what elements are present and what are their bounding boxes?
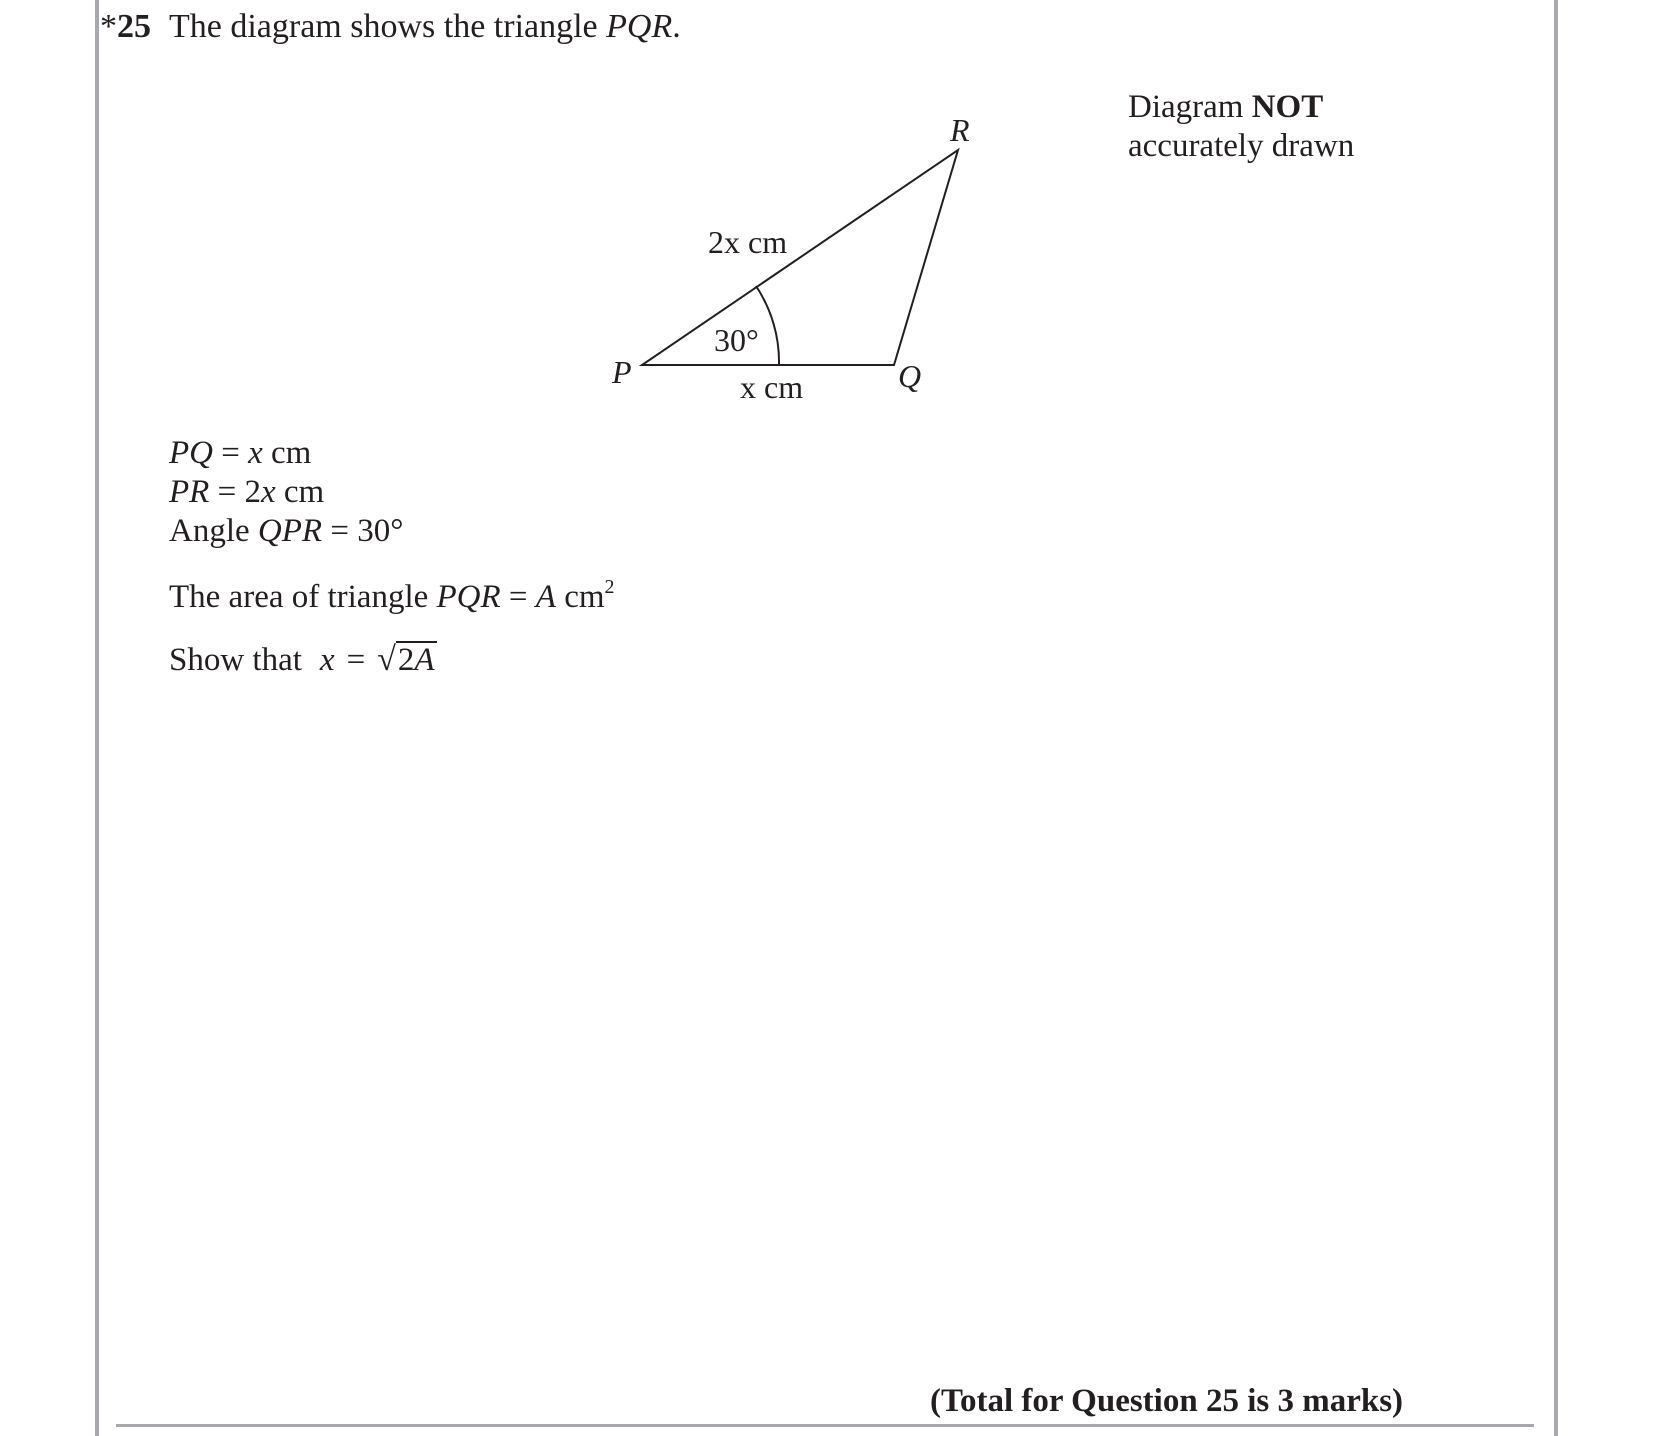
area-unit-power: 2 bbox=[604, 576, 615, 598]
given-pq-var: x bbox=[248, 435, 263, 471]
area-triangle: PQR bbox=[436, 579, 501, 615]
triangle-pqr bbox=[642, 150, 958, 365]
area-prefix: The area of triangle bbox=[169, 579, 437, 615]
area-statement bbox=[169, 576, 615, 616]
question-star: * bbox=[100, 8, 117, 45]
vertex-label-p: P bbox=[612, 354, 632, 390]
side-label-pq: x cm bbox=[740, 369, 804, 405]
note-line1: Diagram bbox=[1128, 89, 1252, 125]
given-pq-unit: cm bbox=[262, 435, 312, 471]
area-equals: = bbox=[500, 579, 536, 615]
given-pq-name: PQ bbox=[169, 435, 213, 471]
given-pq: PQ = x cm bbox=[169, 435, 312, 471]
side-label-pr-text: 2x cm bbox=[708, 224, 788, 260]
radical-sign-icon: √ bbox=[377, 641, 396, 678]
area-unit: cm bbox=[555, 579, 605, 615]
vertex-label-r: R bbox=[950, 112, 970, 148]
given-pr: PR = 2x cm bbox=[169, 474, 325, 510]
given-angle: Angle QPR = 30° bbox=[169, 513, 404, 549]
show-prefix: Show that bbox=[169, 642, 302, 678]
show-that-statement bbox=[169, 641, 437, 679]
given-angle-name: QPR bbox=[257, 513, 323, 549]
note-not: NOT bbox=[1251, 89, 1324, 125]
radicand bbox=[396, 641, 437, 677]
vertex-label-q: Q bbox=[898, 358, 922, 394]
given-pr-var: x bbox=[260, 474, 276, 510]
total-marks: (Total for Question 25 is 3 marks) bbox=[930, 1383, 1404, 1419]
given-pr-coef: 2 bbox=[244, 474, 261, 510]
given-angle-value: 30° bbox=[357, 513, 404, 549]
given-pr-unit: cm bbox=[275, 474, 325, 510]
given-pr-name: PR bbox=[169, 474, 210, 510]
note-line2: accurately drawn bbox=[1128, 128, 1355, 164]
angle-arc-p bbox=[756, 286, 779, 365]
radicand-var: A bbox=[414, 642, 435, 678]
show-equals: = bbox=[346, 642, 366, 678]
question-stem-end: . bbox=[672, 8, 681, 45]
radicand-num: 2 bbox=[397, 642, 415, 678]
show-var: x bbox=[319, 642, 335, 678]
question-number: 25 bbox=[117, 8, 151, 45]
question-stem: The diagram shows the triangle bbox=[169, 8, 607, 45]
area-var: A bbox=[535, 579, 556, 615]
square-root bbox=[377, 641, 436, 679]
given-angle-prefix: Angle bbox=[169, 513, 258, 549]
given-facts bbox=[169, 434, 403, 551]
question-triangle-name: PQR bbox=[606, 8, 673, 45]
side-label-pr bbox=[708, 224, 787, 260]
angle-label-p: 30° bbox=[714, 322, 759, 358]
